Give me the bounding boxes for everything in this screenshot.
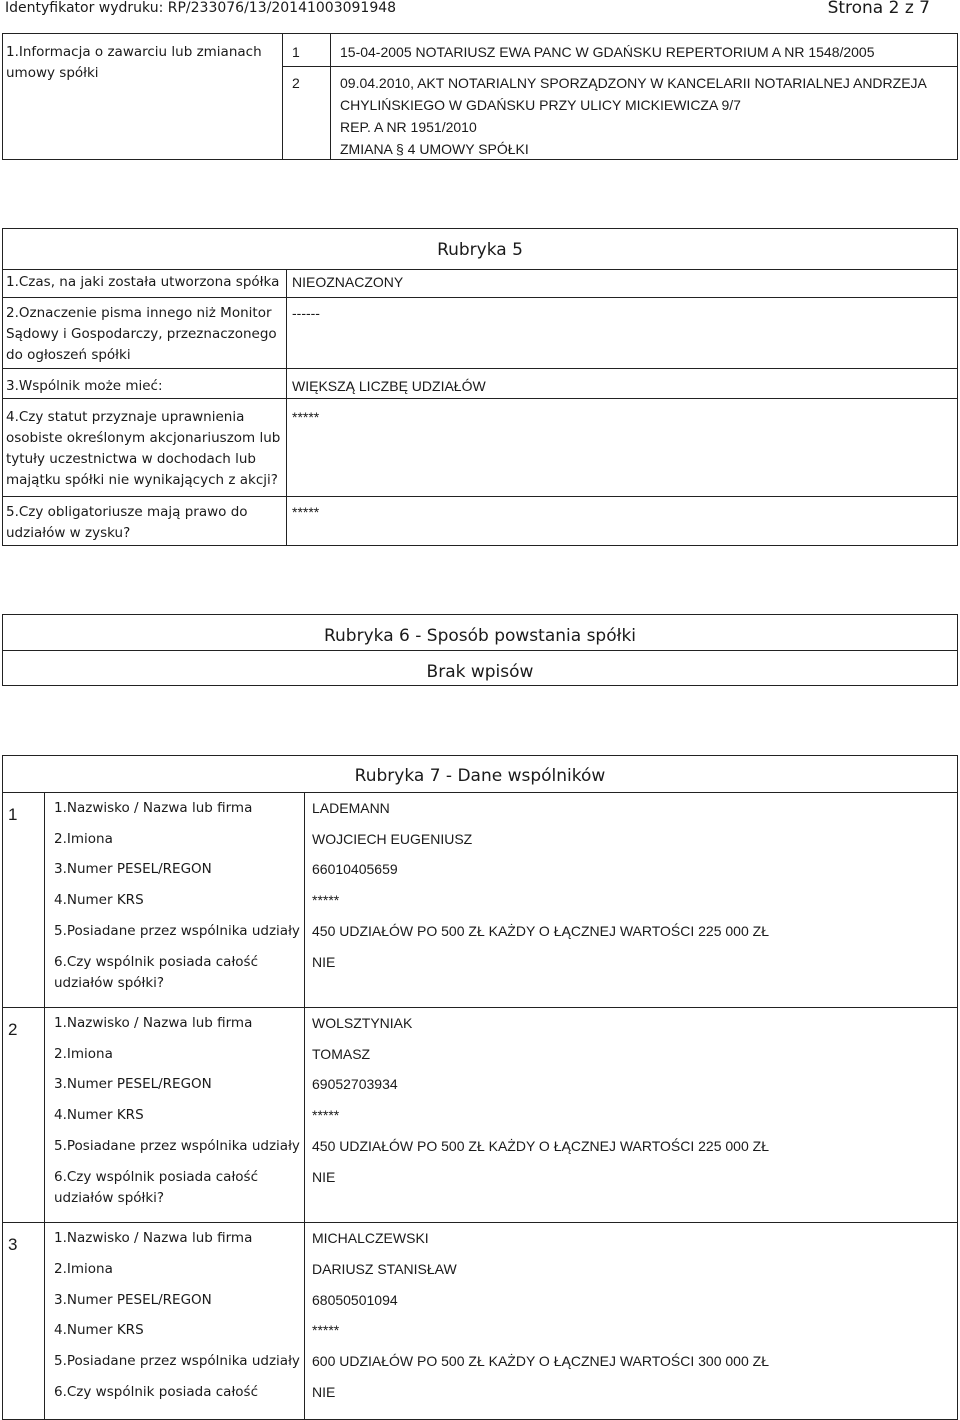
given-names-value: TOMASZ [312, 1046, 371, 1062]
partner-number: 1 [8, 805, 18, 824]
shares-held-label: 5.Posiadane przez wspólnika udziały [54, 1353, 300, 1369]
krs-value: ***** [312, 1322, 340, 1338]
krs-value: ***** [312, 892, 340, 908]
given-names-label: 2.Imiona [54, 1261, 113, 1277]
rubryka-5-title: Rubryka 5 [437, 240, 523, 260]
pesel-value: 68050501094 [312, 1292, 398, 1308]
shares-held-label: 5.Posiadane przez wspólnika udziały [54, 1138, 300, 1154]
sole-owner-value: NIE [312, 1169, 336, 1185]
shares-value: WIĘKSZĄ LICZBĘ UDZIAŁÓW [292, 378, 486, 394]
given-names-label: 2.Imiona [54, 1046, 113, 1062]
entry-text: 09.04.2010, AKT NOTARIALNY SPORZĄDZONY W KANCELARII NOTARIALNEJ ANDRZEJA [340, 75, 927, 91]
pesel-value: 69052703934 [312, 1076, 398, 1092]
sole-owner-label: 6.Czy wspólnik posiada całość udziałów spółki? [54, 954, 259, 991]
bondholders-value: ***** [292, 504, 320, 520]
entry-text: CHYLIŃSKIEGO W GDAŃSKU PRZY ULICY MICKIEWICZA 9/7 [340, 97, 741, 113]
duration-label: 1.Czas, na jaki została utworzona spółka [6, 274, 280, 290]
surname-value: WOLSZTYNIAK [312, 1015, 413, 1031]
shares-held-label: 5.Posiadane przez wspólnika udziały [54, 923, 300, 939]
entry-text: 15-04-2005 NOTARIUSZ EWA PANC W GDAŃSKU REPERTORIUM A NR 1548/2005 [340, 44, 875, 60]
pesel-label: 3.Numer PESEL/REGON [54, 1292, 212, 1308]
entry-text: ZMIANA § 4 UMOWY SPÓŁKI [340, 141, 529, 157]
krs-label: 4.Numer KRS [54, 892, 144, 908]
krs-value: ***** [312, 1107, 340, 1123]
page-number: Strona 2 z 7 [827, 0, 930, 18]
duration-value: NIEOZNACZONY [292, 274, 404, 290]
sole-owner-value: NIE [312, 954, 336, 970]
surname-label: 1.Nazwisko / Nazwa lub firma [54, 1015, 253, 1031]
given-names-value: DARIUSZ STANISŁAW [312, 1261, 457, 1277]
given-names-label: 2.Imiona [54, 831, 113, 847]
publication-value: ------ [292, 305, 320, 321]
entry-number: 2 [292, 75, 300, 91]
given-names-value: WOJCIECH EUGENIUSZ [312, 831, 473, 847]
rubryka-6-empty: Brak wpisów [426, 662, 534, 682]
rubryka-6-title: Rubryka 6 - Sposób powstania spółki [323, 626, 637, 646]
shares-held-value: 600 UDZIAŁÓW PO 500 ZŁ KAŻDY O ŁĄCZNEJ WARTOŚCI 300 000 ZŁ [312, 1353, 769, 1369]
pesel-label: 3.Numer PESEL/REGON [54, 861, 212, 877]
shares-held-value: 450 UDZIAŁÓW PO 500 ZŁ KAŻDY O ŁĄCZNEJ WARTOŚCI 225 000 ZŁ [312, 923, 769, 939]
sole-owner-value: NIE [312, 1384, 336, 1400]
print-identifier: Identyfikator wydruku: RP/233076/13/20141003091948 [5, 0, 397, 16]
krs-label: 4.Numer KRS [54, 1107, 144, 1123]
partner-number: 3 [8, 1235, 18, 1254]
entry-text: REP. A NR 1951/2010 [340, 119, 477, 135]
shares-label: 3.Wspólnik może mieć: [6, 378, 163, 394]
pesel-label: 3.Numer PESEL/REGON [54, 1076, 212, 1092]
partner-number: 2 [8, 1020, 18, 1039]
publication-label: 2.Oznaczenie pisma innego niż Monitor Sądowy i Gospodarczy, przeznaczonego do ogłoszeń spółki [6, 305, 277, 363]
sole-owner-label: 6.Czy wspólnik posiada całość udziałów spółki? [54, 1169, 259, 1206]
krs-label: 4.Numer KRS [54, 1322, 144, 1338]
bondholders-label: 5.Czy obligatoriusze mają prawo do udziałów w zysku? [6, 504, 248, 541]
surname-value: LADEMANN [312, 800, 390, 816]
entry-number: 1 [292, 44, 300, 60]
agreement-info-label: 1.Informacja o zawarciu lub zmianach umowy spółki [6, 44, 262, 81]
shares-held-value: 450 UDZIAŁÓW PO 500 ZŁ KAŻDY O ŁĄCZNEJ WARTOŚCI 225 000 ZŁ [312, 1138, 769, 1154]
surname-label: 1.Nazwisko / Nazwa lub firma [54, 800, 253, 816]
sole-owner-label: 6.Czy wspólnik posiada całość [54, 1384, 259, 1400]
rubryka-7-title: Rubryka 7 - Dane wspólników [354, 766, 606, 786]
pesel-value: 66010405659 [312, 861, 398, 877]
privileges-value: ***** [292, 409, 320, 425]
privileges-label: 4.Czy statut przyznaje uprawnienia osobiste określonym akcjonariuszom lub tytuły uczestnictwa w dochodach lub majątku spółki nie wynikających z akcji? [6, 409, 281, 488]
surname-label: 1.Nazwisko / Nazwa lub firma [54, 1230, 253, 1246]
surname-value: MICHALCZEWSKI [312, 1230, 429, 1246]
